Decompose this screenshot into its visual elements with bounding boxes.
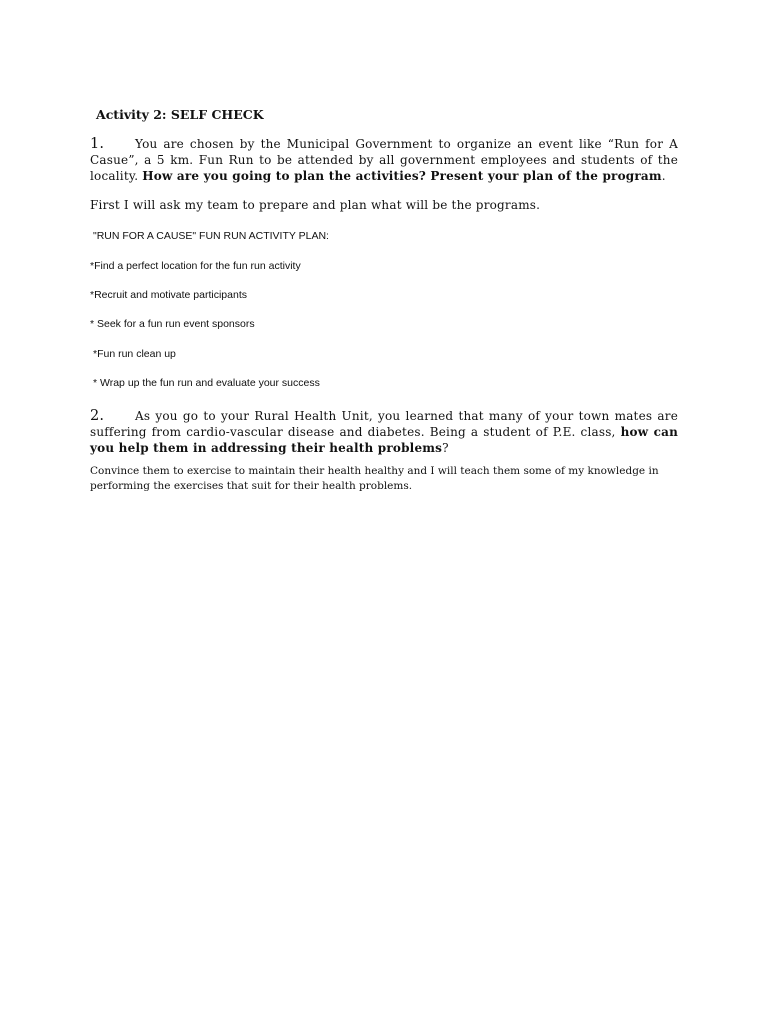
question-1-number: 1.	[90, 136, 105, 152]
plan-item: * Seek for a fun run event sponsors	[90, 318, 255, 330]
plan-item: *Recruit and motivate participants	[90, 289, 247, 301]
question-2	[90, 408, 678, 456]
question-1-emphasis: How are you going to plan the activities? Present your plan of the program	[142, 169, 662, 183]
plan-item: *Find a perfect location for the fun run activity	[90, 260, 301, 272]
answer-2: Convince them to exercise to maintain their health healthy and I will teach them some of my knowledge in performing the exercises that suit for their health problems.	[90, 465, 659, 492]
answer-1-intro: First I will ask my team to prepare and plan what will be the programs.	[90, 198, 541, 212]
question-2-end: ?	[442, 441, 449, 455]
question-1	[90, 136, 678, 184]
question-1-end: .	[661, 169, 666, 183]
activity-heading: Activity 2: SELF CHECK	[96, 107, 264, 122]
question-2-number: 2.	[90, 408, 105, 424]
plan-title: "RUN FOR A CAUSE" FUN RUN ACTIVITY PLAN:	[93, 230, 329, 242]
question-2-emphasis: how can you help them in addressing their health problems	[90, 425, 678, 455]
question-1-text: You are chosen by the Municipal Government to organize an event like “Run for A Casue”, a 5 km. Fun Run to be attended by all government employees and students of the locality.	[90, 137, 678, 183]
plan-item: *Fun run clean up	[93, 348, 176, 360]
plan-item: * Wrap up the fun run and evaluate your success	[93, 377, 320, 389]
question-2-text: As you go to your Rural Health Unit, you learned that many of your town mates are suffering from cardio-vascular disease and diabetes. Being a student of P.E. class,	[90, 409, 678, 439]
